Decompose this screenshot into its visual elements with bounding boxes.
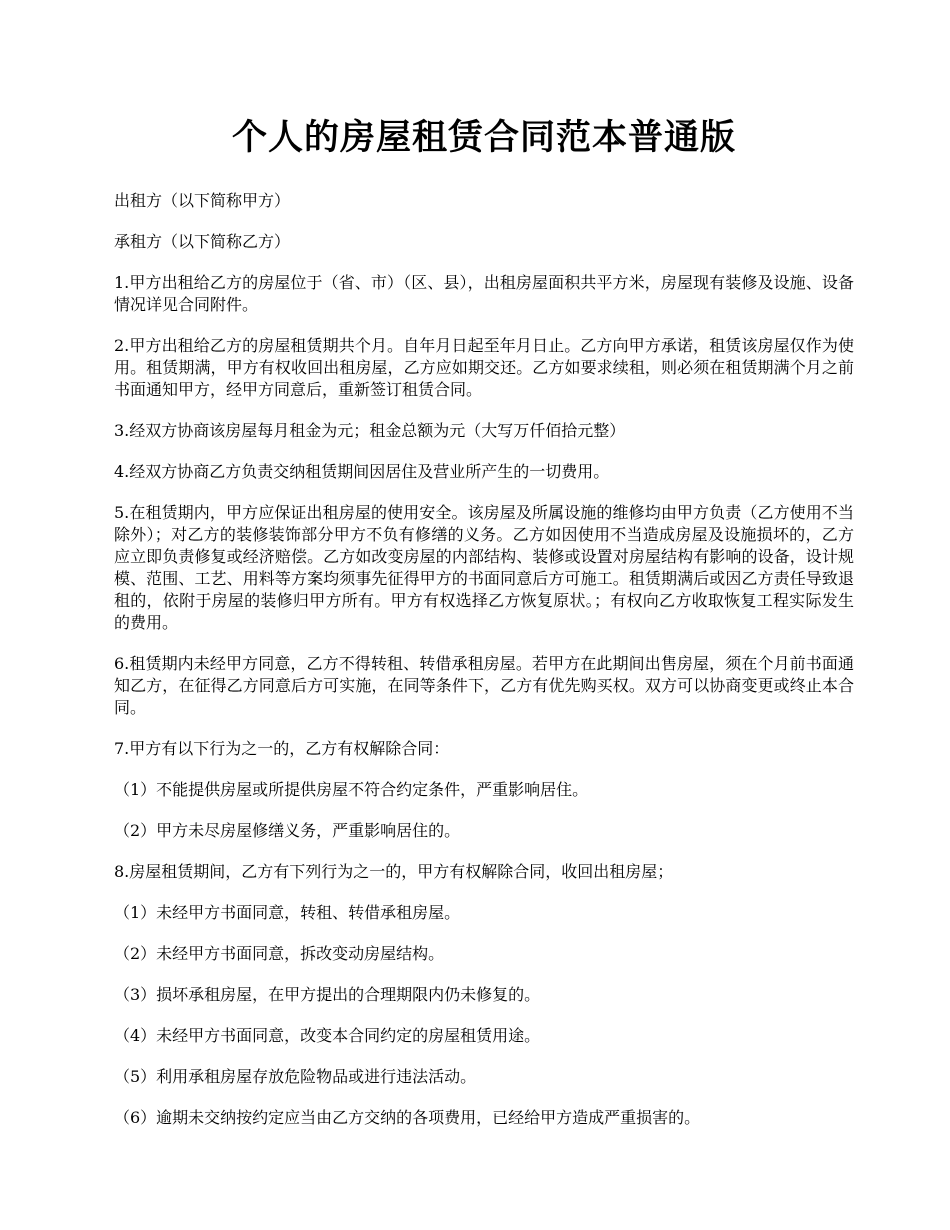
- clause-7-item-2: （2）甲方未尽房屋修缮义务，严重影响居住的。: [114, 821, 461, 840]
- document-title: 个人的房屋租赁合同范本普通版: [231, 117, 736, 158]
- clause-8-item-4: （4）未经甲方书面同意，改变本合同约定的房屋租赁用途。: [114, 1026, 541, 1045]
- clause-8-item-3: （3）损坏承租房屋，在甲方提出的合理期限内仍未修复的。: [114, 985, 541, 1004]
- clause-7: 7.甲方有以下行为之一的，乙方有权解除合同：: [114, 739, 450, 758]
- clause-8-item-2: （2）未经甲方书面同意，拆改变动房屋结构。: [114, 944, 445, 963]
- document-page: [114, 112, 854, 1148]
- clause-5: 5.在租赁期内，甲方应保证出租房屋的使用安全。该房屋及所属设施的维修均由甲方负责（乙方使用不当除外）；对乙方的装修装饰部分甲方不负有修缮的义务。乙方如因使用不当造成房屋及设施损坏的，乙方应立即负责修复或经济赔偿。乙方如改变房屋的内部结构、装修或设置对房屋结构有影响的设备，设计规模、范围、工艺、用料等方案均须事先征得甲方的书面同意后方可施工。租赁期满后或因乙方责任导致退租的，依附于房屋的装修归甲方所有。甲方有权选择乙方恢复原状。；有权向乙方收取恢复工程实际发生的费用。: [114, 503, 854, 632]
- clause-6: 6.租赁期内未经甲方同意，乙方不得转租、转借承租房屋。若甲方在此期间出售房屋，须在个月前书面通知乙方，在征得乙方同意后方可实施，在同等条件下，乙方有优先购买权。双方可以协商变更或终止本合同。: [114, 654, 854, 717]
- party-a-line: 出租方（以下简称甲方）: [114, 191, 291, 210]
- clause-8-item-6: （6）逾期未交纳按约定应当由乙方交纳的各项费用，已经给甲方造成严重损害的。: [114, 1108, 701, 1127]
- clause-7-item-1: （1）不能提供房屋或所提供房屋不符合约定条件，严重影响居住。: [114, 780, 589, 799]
- clause-1: 1.甲方出租给乙方的房屋位于（省、市）（区、县），出租房屋面积共平方米，房屋现有装修及设施、设备情况详见合同附件。: [114, 273, 854, 314]
- party-b-line: 承租方（以下简称乙方）: [114, 232, 291, 251]
- clause-8-item-1: （1）未经甲方书面同意，转租、转借承租房屋。: [114, 903, 461, 922]
- clause-4: 4.经双方协商乙方负责交纳租赁期间因居住及营业所产生的一切费用。: [114, 462, 610, 481]
- clause-8: 8.房屋租赁期间，乙方有下列行为之一的，甲方有权解除合同，收回出租房屋；: [114, 862, 674, 881]
- clause-2: 2.甲方出租给乙方的房屋租赁期共个月。自年月日起至年月日止。乙方向甲方承诺，租赁该房屋仅作为使用。租赁期满，甲方有权收回出租房屋，乙方应如期交还。乙方如要求续租，则必须在租赁期满个月之前书面通知甲方，经甲方同意后，重新签订租赁合同。: [114, 336, 854, 399]
- clause-3: 3.经双方协商该房屋每月租金为元；租金总额为元（大写万仟佰拾元整）: [114, 421, 626, 440]
- clause-8-item-5: （5）利用承租房屋存放危险物品或进行违法活动。: [114, 1067, 477, 1086]
